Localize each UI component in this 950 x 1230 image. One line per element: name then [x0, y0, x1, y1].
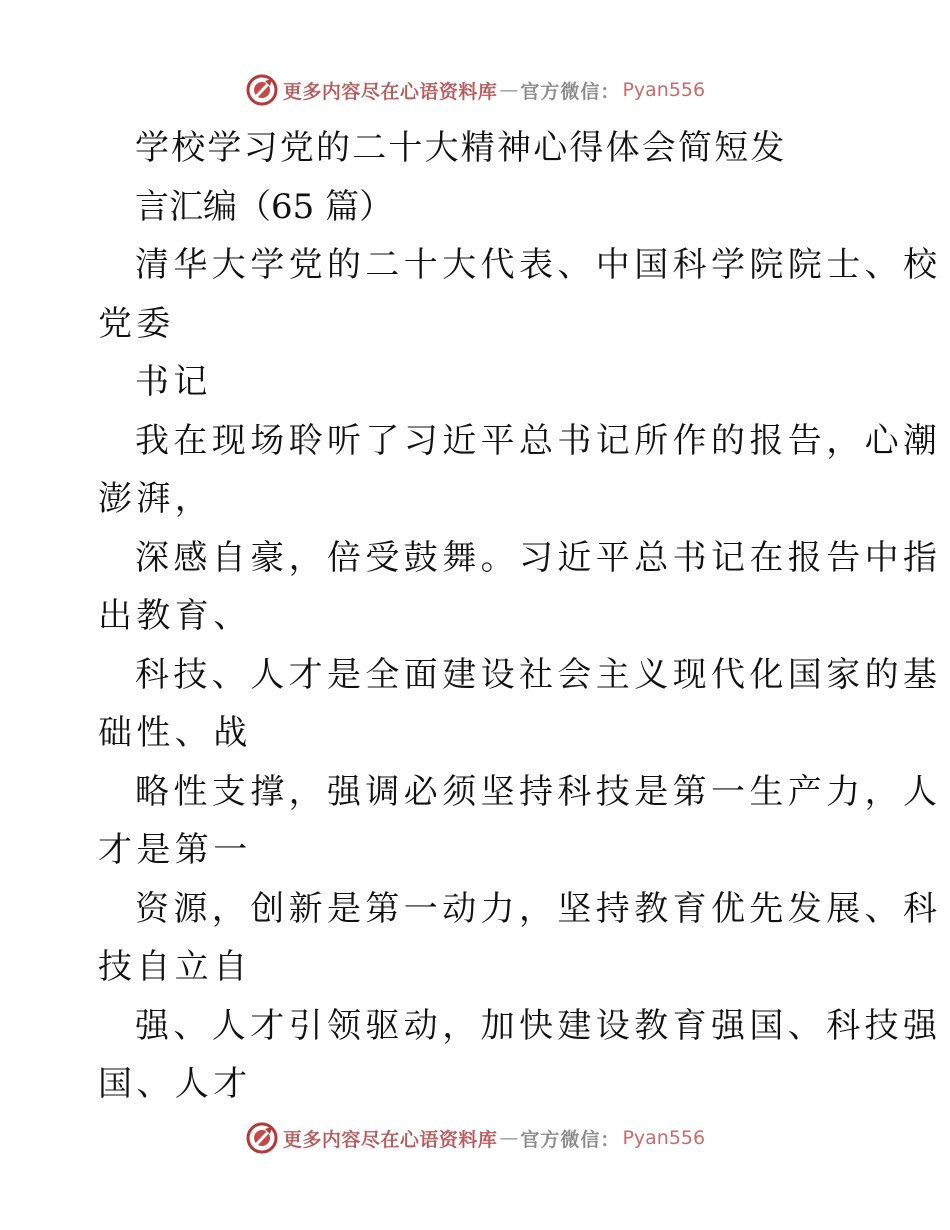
document-body	[98, 119, 942, 1114]
document-title-line-1: 学校学习党的二十大精神心得体会简短发	[135, 128, 787, 168]
watermark-dash: —	[499, 79, 519, 101]
text-line: 资源，创新是第一动力，坚持教育优先发展、科	[135, 888, 942, 929]
text-line: 强、人才引领驱动，加快建设教育强国、科技强	[135, 1005, 942, 1046]
watermark-main-text: 更多内容尽在心语资料库	[282, 80, 498, 103]
text-line: 书记	[135, 362, 212, 402]
watermark-wechat-id: Pyan556	[622, 79, 706, 101]
watermark-header	[0, 70, 950, 110]
watermark-wechat-id: Pyan556	[622, 1127, 706, 1149]
text-line: 党委	[98, 303, 175, 344]
text-line: 澎湃，	[98, 479, 214, 519]
watermark-dash: —	[499, 1127, 519, 1149]
text-line: 才是第一	[98, 830, 252, 870]
text-line: 出教育、	[98, 596, 252, 636]
seal-logo-icon	[245, 73, 279, 107]
text-line: 技自立自	[98, 947, 252, 987]
seal-logo-icon	[245, 1121, 279, 1155]
text-line: 科技、人才是全面建设社会主义现代化国家的基	[135, 654, 942, 695]
watermark-main-text: 更多内容尽在心语资料库	[282, 1128, 498, 1151]
watermark-official-label: 官方微信：	[520, 1128, 621, 1151]
text-line: 国、人才	[98, 1064, 252, 1104]
text-line: 清华大学党的二十大代表、中国科学院院士、校	[135, 245, 942, 285]
text-line: 我在现场聆听了习近平总书记所作的报告，心潮	[135, 420, 942, 461]
document-title-line-2: 言汇编（65 篇）	[135, 186, 394, 227]
text-line: 略性支撑，强调必须坚持科技是第一生产力，人	[135, 771, 942, 812]
watermark-footer	[0, 1118, 950, 1158]
text-line: 础性、战	[98, 713, 252, 753]
text-line: 深感自豪，倍受鼓舞。习近平总书记在报告中指	[135, 537, 942, 578]
watermark-official-label: 官方微信：	[520, 80, 621, 103]
